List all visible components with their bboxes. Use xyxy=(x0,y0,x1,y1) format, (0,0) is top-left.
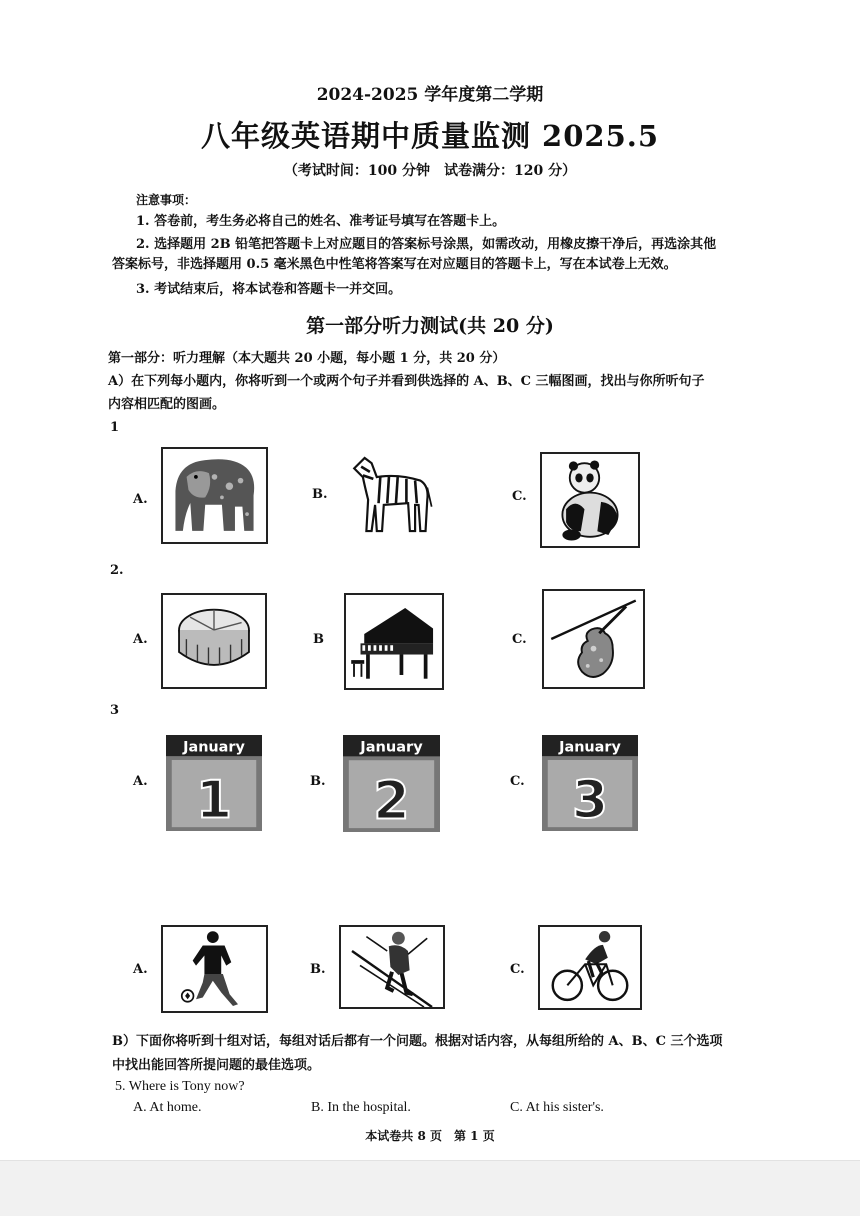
option-label: A. xyxy=(133,774,148,789)
q5-option-b[interactable]: B. In the hospital. xyxy=(311,1100,411,1115)
q5-option-a[interactable]: A. At home. xyxy=(133,1100,202,1115)
cycling-picture[interactable] xyxy=(538,925,642,1010)
skiing-icon xyxy=(341,927,443,1007)
option-label: B. xyxy=(312,487,328,502)
option-label: A. xyxy=(133,632,148,647)
note-2: 2. 选择题用 2B 铅笔把答题卡上对应题目的答案标号涂黑，如需改动，用橡皮擦干净后，再选涂其他 xyxy=(136,237,717,252)
option-label: B. xyxy=(310,774,326,789)
note-3: 3. 考试结束后，将本试卷和答题卡一并交回。 xyxy=(136,282,402,297)
football-icon xyxy=(163,927,266,1011)
notes-heading: 注意事项： xyxy=(136,193,197,207)
option-label: A. xyxy=(133,962,148,977)
panda-picture[interactable] xyxy=(540,452,640,548)
cycling-icon xyxy=(540,927,640,1008)
page-number: 本试卷共 8 页 第 1 页 xyxy=(365,1129,495,1143)
section-a-instruction-cont: 内容相匹配的图画。 xyxy=(108,397,226,412)
option-label: C. xyxy=(510,774,525,789)
section-a-instruction: A）在下列每小题内，你将听到一个或两个句子并看到供选择的 A、B、C 三幅图画，找出与你所听句子 xyxy=(108,374,705,389)
section-heading: 第一部分：听力理解（本大题共 20 小题，每小题 1 分，共 20 分） xyxy=(108,351,506,366)
calendar-icon xyxy=(538,735,642,831)
calendar-2-picture[interactable] xyxy=(339,735,444,832)
viewer-bottom-band xyxy=(0,1160,860,1216)
question-number: 1 xyxy=(110,420,120,435)
elephant-picture[interactable] xyxy=(161,447,268,544)
zebra-picture[interactable] xyxy=(337,449,441,540)
violin-icon xyxy=(544,591,643,687)
skiing-picture[interactable] xyxy=(339,925,445,1009)
football-picture[interactable] xyxy=(161,925,268,1013)
note-1: 1. 答卷前，考生务必将自己的姓名、准考证号填写在答题卡上。 xyxy=(136,214,506,229)
part1-title: 第一部分听力测试(共 20 分) xyxy=(306,315,554,337)
question-number: 3 xyxy=(110,703,120,718)
question-number: 2. xyxy=(110,563,124,578)
cake-icon xyxy=(163,595,265,687)
cake-picture[interactable] xyxy=(161,593,267,689)
option-label: B xyxy=(313,632,324,647)
option-label: C. xyxy=(512,489,527,504)
calendar-1-picture[interactable] xyxy=(162,735,266,831)
option-label: A. xyxy=(133,492,148,507)
elephant-icon xyxy=(163,449,266,542)
option-label: B. xyxy=(310,962,326,977)
section-b-instruction: B）下面你将听到十组对话，每组对话后都有一个问题。根据对话内容，从每组所给的 A、B、C 三个选项 xyxy=(112,1034,723,1049)
zebra-icon xyxy=(339,451,439,538)
note-2-cont: 答案标号，非选择题用 0.5 毫米黑色中性笔将答案写在对应题目的答题卡上，写在本试卷上无效。 xyxy=(112,257,677,272)
calendar-month: January xyxy=(183,739,245,756)
calendar-month: January xyxy=(559,739,621,756)
option-label: C. xyxy=(510,962,525,977)
exam-subtitle: （考试时间：100 分钟 试卷满分：120 分） xyxy=(283,163,577,179)
question-5: 5. Where is Tony now? xyxy=(115,1079,245,1094)
q5-option-c[interactable]: C. At his sister's. xyxy=(510,1100,604,1115)
calendar-month: January xyxy=(360,738,423,756)
piano-icon xyxy=(346,595,442,688)
calendar-icon xyxy=(162,735,266,831)
violin-picture[interactable] xyxy=(542,589,645,689)
calendar-day: 1 xyxy=(195,770,233,831)
calendar-3-picture[interactable] xyxy=(538,735,642,831)
calendar-day: 3 xyxy=(571,770,609,831)
calendar-day: 2 xyxy=(373,770,410,832)
panda-icon xyxy=(542,454,638,546)
calendar-icon xyxy=(339,735,444,832)
exam-title: 八年级英语期中质量监测 2025.5 xyxy=(200,119,660,153)
piano-picture[interactable] xyxy=(344,593,444,690)
school-year: 2024-2025 学年度第二学期 xyxy=(316,85,544,105)
section-b-instruction-cont: 中找出能回答所提问题的最佳选项。 xyxy=(112,1058,321,1073)
option-label: C. xyxy=(512,632,527,647)
